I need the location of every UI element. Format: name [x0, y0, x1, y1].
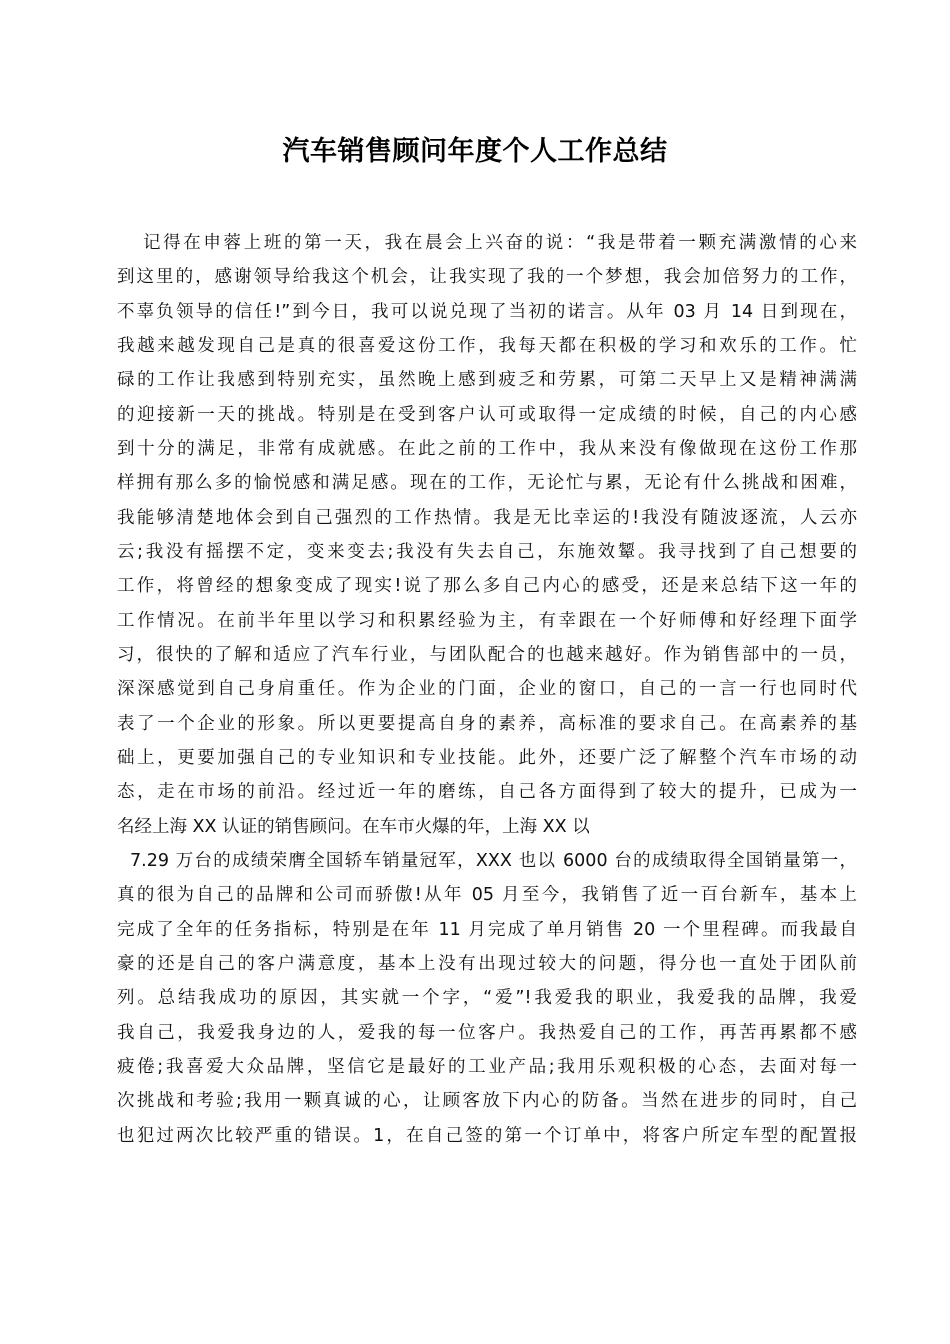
body-line: 记得在申蓉上班的第一天，我在晨会上兴奋的说：“我是带着一颗充满激情的心来 — [143, 233, 857, 253]
document-body — [117, 226, 857, 1153]
document-title: 汽车销售顾问年度个人工作总结 — [282, 136, 668, 167]
body-line: 础上，更要加强自己的专业知识和专业技能。此外，还要广泛了解整个汽车市场的动 — [117, 747, 857, 768]
body-line: 表了一个企业的形象。所以更要提高自身的素养，高标准的要求自己。在高素养的基 — [117, 713, 857, 734]
body-line: 我越来越发现自己是真的很喜爱这份工作，我每天都在积极的学习和欢乐的工作。忙 — [117, 335, 857, 356]
body-line: 真的很为自己的品牌和公司而骄傲!从年 05 月至今，我销售了近一百台新车，基本上 — [117, 885, 857, 906]
body-line: 到十分的满足，非常有成就感。在此之前的工作中，我从来没有像做现在这份工作那 — [117, 438, 857, 459]
body-line: 完成了全年的任务指标，特别是在年 11 月完成了单月销售 20 一个里程碑。而我最自 — [117, 919, 857, 940]
body-line: 名经上海 XX 认证的销售顾问。在车市火爆的年，上海 XX 以 — [117, 816, 590, 837]
body-line: 的迎接新一天的挑战。特别是在受到客户认可或取得一定成绩的时候，自己的内心感 — [117, 404, 857, 425]
body-line: 列。总结我成功的原因，其实就一个字，“爱”!我爱我的职业，我爱我的品牌，我爱 — [117, 988, 857, 1009]
body-line: 态，走在市场的前沿。经过近一年的磨练，自己各方面得到了较大的提升，已成为一 — [117, 782, 857, 803]
body-line: 深深感觉到自己身肩重任。作为企业的门面，企业的窗口，自己的一言一行也同时代 — [117, 679, 857, 700]
body-line: 云;我没有摇摆不定，变来变去;我没有失去自己，东施效颦。我寻找到了自己想要的 — [117, 541, 857, 562]
body-line: 不辜负领导的信任!”到今日，我可以说兑现了当初的诺言。从年 03 月 14 日到现在， — [117, 301, 857, 322]
body-line: 7.29 万台的成绩荣膺全国轿车销量冠军，XXX 也以 6000 台的成绩取得全国销量第一， — [130, 850, 857, 871]
body-line: 工作，将曾经的想象变成了现实!说了那么多自己内心的感受，还是来总结下这一年的 — [117, 576, 857, 597]
body-line: 习，很快的了解和适应了汽车行业，与团队配合的也越来越好。作为销售部中的一员， — [117, 644, 857, 665]
body-line: 工作情况。在前半年里以学习和积累经验为主，有幸跟在一个好师傅和好经理下面学 — [117, 610, 857, 631]
body-line: 我能够清楚地体会到自己强烈的工作热情。我是无比幸运的!我没有随波逐流，人云亦 — [117, 507, 857, 528]
body-line: 碌的工作让我感到特别充实，虽然晚上感到疲乏和劳累，可第二天早上又是精神满满 — [117, 370, 857, 391]
body-line: 也犯过两次比较严重的错误。1，在自己签的第一个订单中，将客户所定车型的配置报 — [117, 1125, 857, 1146]
body-line: 样拥有那么多的愉悦感和满足感。现在的工作，无论忙与累，无论有什么挑战和困难， — [117, 473, 857, 494]
body-line: 次挑战和考验;我用一颗真诚的心，让顾客放下内心的防备。当然在进步的同时，自己 — [117, 1091, 857, 1112]
body-line: 豪的还是自己的客户满意度，基本上没有出现过较大的问题，得分也一直处于团队前 — [117, 953, 857, 974]
body-line: 疲倦;我喜爱大众品牌，坚信它是最好的工业产品;我用乐观积极的心态，去面对每一 — [117, 1056, 857, 1077]
body-line: 到这里的，感谢领导给我这个机会，让我实现了我的一个梦想，我会加倍努力的工作， — [117, 267, 857, 288]
body-line: 我自己，我爱我身边的人，爱我的每一位客户。我热爱自己的工作，再苦再累都不感 — [117, 1022, 857, 1043]
